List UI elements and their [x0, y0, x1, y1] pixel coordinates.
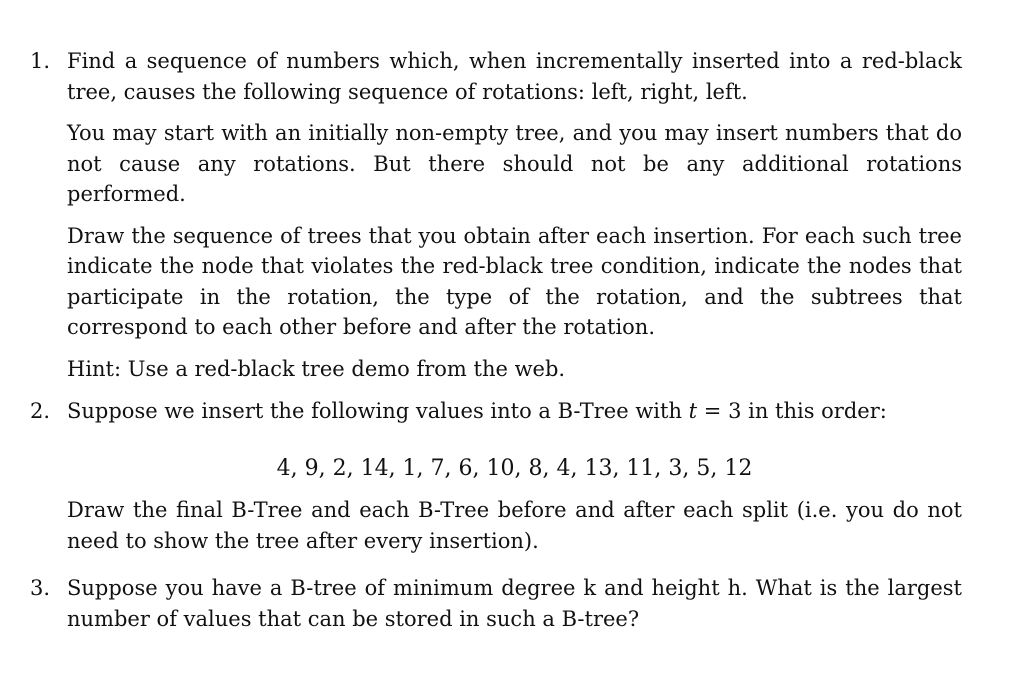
insertion-sequence: 4, 9, 2, 14, 1, 7, 6, 10, 8, 4, 13, 11, 3, 5, 12	[276, 455, 753, 481]
problem-list	[0, 46, 1024, 634]
problem-1-constraints: You may start with an initially non-empty tree, and you may insert numbers that do not cause any rotations. But there should not be any additional rotations performed.	[67, 121, 962, 206]
problem-2-intro-after: = 3 in this order:	[697, 399, 887, 423]
problem-1-instructions: Draw the sequence of trees that you obtain after each insertion. For each such tree indicate the node that violates the red-black tree condition, indicate the nodes that participate in the rotation, the type of the rotation, and the subtrees that correspond to each other before and after the rotation.	[67, 223, 962, 339]
problem-1	[30, 46, 962, 384]
problem-2	[30, 396, 962, 556]
problem-number: 2.	[30, 399, 51, 423]
problem-2-statement	[67, 396, 962, 427]
problem-2-instructions: Draw the final B-Tree and each B-Tree before and after each split (i.e. you do not need to show the tree after every insertion).	[67, 498, 962, 553]
problem-2-intro-before: Suppose we insert the following values into a B-Tree with	[67, 399, 689, 423]
problem-1-statement: Find a sequence of numbers which, when incrementally inserted into a red-black tree, causes the following sequence of rotations: left, right, left.	[67, 49, 962, 104]
problem-1-hint: Hint: Use a red-black tree demo from the web.	[67, 356, 566, 381]
problem-number: 3.	[30, 576, 51, 600]
problem-number: 1.	[30, 49, 51, 73]
variable-t: t	[688, 399, 698, 423]
problem-3	[30, 573, 962, 634]
problem-3-statement: Suppose you have a B-tree of minimum degree k and height h. What is the largest number of values that can be stored in such a B-tree?	[67, 576, 962, 631]
